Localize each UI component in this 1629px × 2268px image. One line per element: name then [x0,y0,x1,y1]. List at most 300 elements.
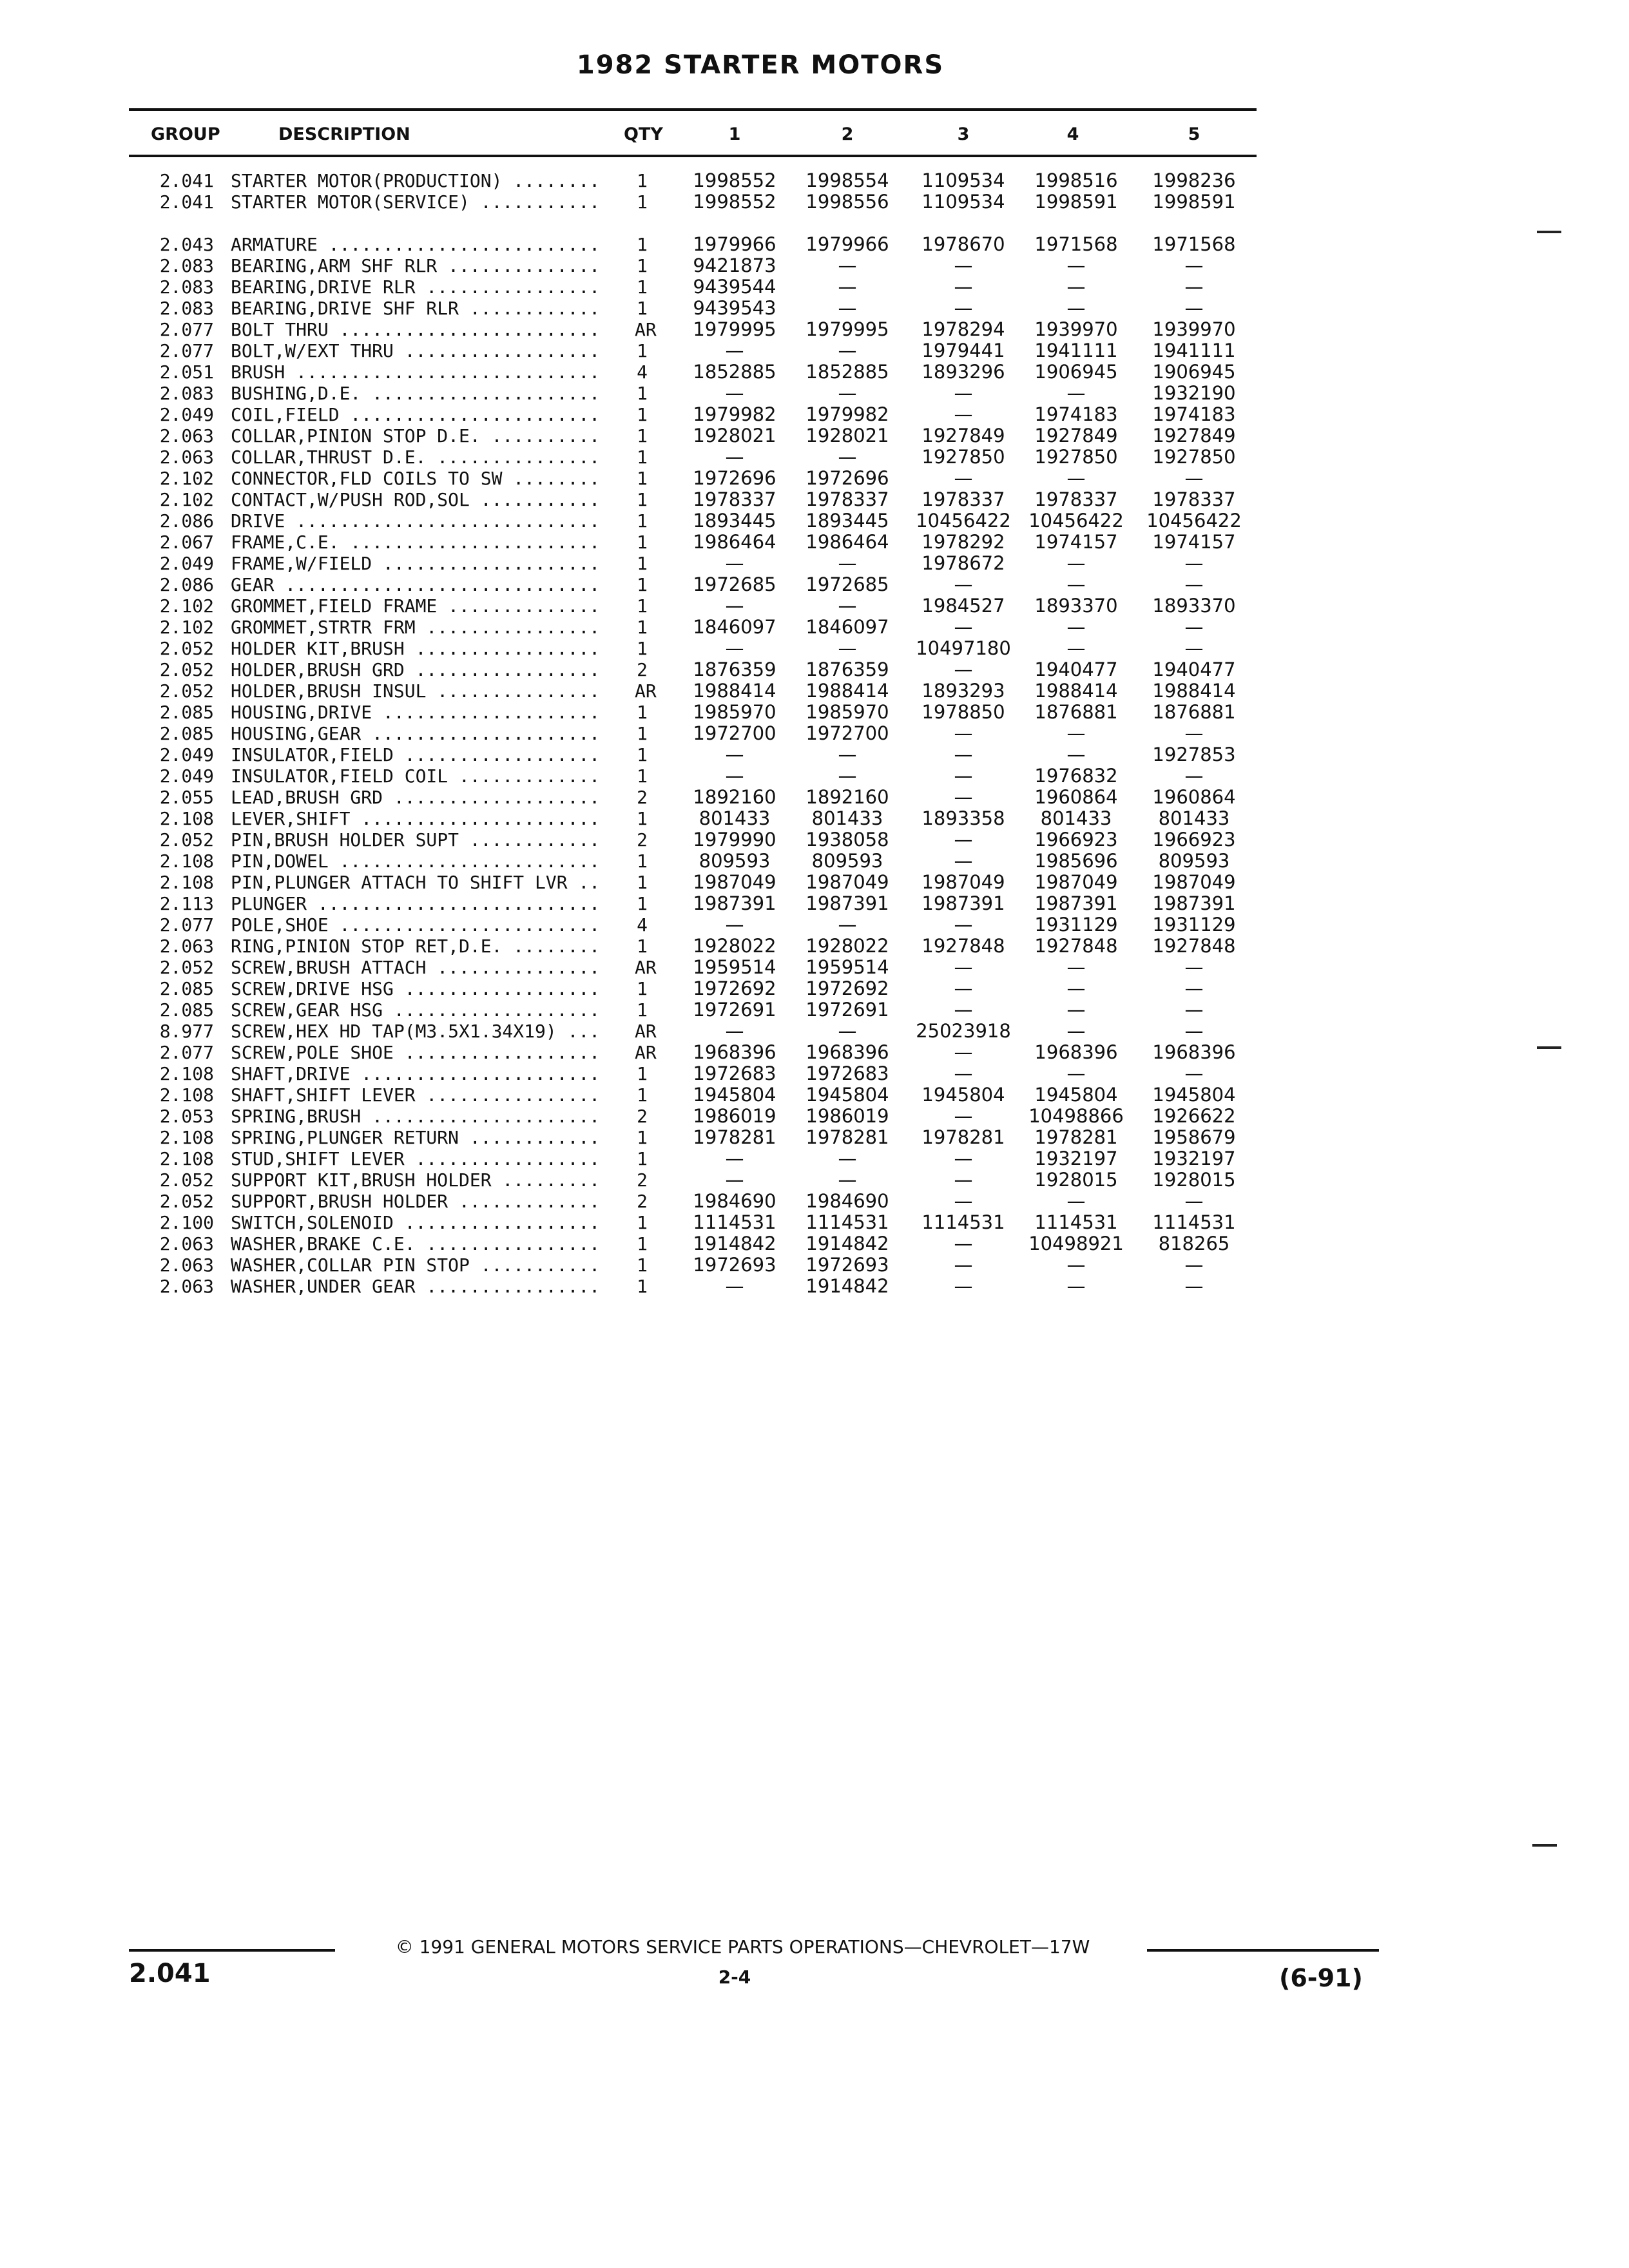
part-number-col-3: — [954,658,973,680]
part-number-col-2: 1928021 [805,425,889,447]
part-description: SCREW,BRUSH ATTACH ............... [231,957,601,978]
part-number-col-4: 1971568 [1034,233,1118,255]
table-row [0,744,1629,765]
part-description: PIN,DOWEL ........................ [231,850,601,872]
part-description: INSULATOR,FIELD .................. [231,744,601,765]
part-number-col-4: 1928015 [1034,1169,1118,1191]
part-number-col-3: — [954,1254,973,1276]
part-number-col-3: — [954,765,973,787]
table-row [0,234,1629,255]
part-number-col-5: — [1184,765,1204,787]
part-number-col-2: — [838,637,857,659]
part-description: SUPPORT,BRUSH HOLDER ............. [231,1191,601,1212]
group-code: 2.102 [159,617,214,638]
part-number-col-5: — [1184,999,1204,1021]
part-description: SUPPORT KIT,BRUSH HOLDER ......... [231,1169,601,1191]
part-number-col-3: — [954,255,973,276]
part-qty: 1 [637,978,648,999]
part-description: RING,PINION STOP RET,D.E. ........ [231,936,601,957]
part-number-col-5: 1927849 [1152,425,1236,447]
part-number-col-5: — [1184,276,1204,298]
part-number-col-3: 1927848 [921,935,1005,957]
part-number-col-5: 1966923 [1152,829,1236,850]
group-code: 2.108 [159,1148,214,1169]
part-number-col-2: 1988414 [805,680,889,702]
part-number-col-2: 1986019 [805,1105,889,1127]
part-number-col-2: 809593 [811,850,883,872]
part-number-col-2: 1984690 [805,1190,889,1212]
group-code: 2.052 [159,829,214,850]
part-number-col-2: 1972700 [805,722,889,744]
part-number-col-2: — [838,255,857,276]
part-qty: AR [635,680,657,702]
table-row [0,638,1629,659]
part-description: HOUSING,GEAR ..................... [231,723,601,744]
part-qty: 1 [637,1212,648,1233]
table-row [0,468,1629,489]
part-number-col-4: 1893370 [1034,595,1118,617]
part-number-col-1: — [725,744,744,765]
table-row [0,574,1629,595]
part-number-col-5: 1945804 [1152,1084,1236,1106]
part-number-col-1: 1852885 [693,361,776,383]
table-row [0,191,1629,213]
part-number-col-2: 1959514 [805,956,889,978]
part-number-col-2: 1852885 [805,361,889,383]
part-number-col-5: 1932190 [1152,382,1236,404]
part-number-col-4: 1941111 [1034,340,1118,361]
part-description: LEVER,SHIFT ...................... [231,808,601,829]
part-number-col-4: 1998516 [1034,169,1118,191]
table-row [0,829,1629,850]
page-title: 1982 STARTER MOTORS [576,50,945,80]
part-number-col-4: — [1066,382,1086,404]
table-row [0,1127,1629,1148]
part-description: CONTACT,W/PUSH ROD,SOL ........... [231,489,601,510]
table-row [0,1191,1629,1212]
header-qty: QTY [624,124,663,144]
part-number-col-2: 1987049 [805,871,889,893]
header-col-1: 1 [728,124,741,144]
group-code: 2.063 [159,1276,214,1297]
group-code: 2.083 [159,276,214,298]
part-number-col-1: 1972700 [693,722,776,744]
table-row [0,510,1629,532]
part-qty: 4 [637,914,648,936]
part-number-col-1: 1968396 [693,1041,776,1063]
part-number-col-2: — [838,595,857,617]
part-qty: 1 [637,872,648,893]
part-number-col-1: — [725,1169,744,1191]
group-code: 2.086 [159,510,214,532]
part-number-col-4: 1974183 [1034,403,1118,425]
part-number-col-5: 1941111 [1152,340,1236,361]
part-qty: 1 [637,170,648,191]
part-number-col-2: 1972685 [805,573,889,595]
footer-revision: (6-91) [1279,1964,1363,1992]
part-number-col-3: — [954,1062,973,1084]
part-number-col-1: 9439544 [693,276,776,298]
part-description: COIL,FIELD ....................... [231,404,601,425]
part-number-col-1: 1959514 [693,956,776,978]
part-number-col-4: — [1066,1254,1086,1276]
part-number-col-3: — [954,786,973,808]
group-code: 2.043 [159,234,214,255]
part-number-col-4: 1876881 [1034,701,1118,723]
part-description: HOLDER KIT,BRUSH ................. [231,638,601,659]
part-description: BEARING,ARM SHF RLR .............. [231,255,601,276]
part-number-col-4: 1985696 [1034,850,1118,872]
part-number-col-1: 1979982 [693,403,776,425]
part-number-col-1: 1987391 [693,892,776,914]
group-code: 2.063 [159,1254,214,1276]
part-description: BUSHING,D.E. ..................... [231,383,601,404]
group-code: 2.108 [159,1063,214,1084]
group-code: 2.108 [159,1084,214,1106]
part-number-col-2: — [838,914,857,936]
table-row [0,170,1629,191]
table-row [0,361,1629,383]
part-number-col-2: — [838,297,857,319]
part-number-col-1: 1914842 [693,1233,776,1254]
part-number-col-4: 1976832 [1034,765,1118,787]
table-row [0,298,1629,319]
part-number-col-4: 1940477 [1034,658,1118,680]
part-number-col-5: 1939970 [1152,318,1236,340]
part-number-col-4: — [1066,552,1086,574]
group-code: 2.041 [159,191,214,213]
part-number-col-5: 1974157 [1152,531,1236,553]
part-qty: 1 [637,553,648,574]
part-number-col-3: 1978281 [921,1126,1005,1148]
part-number-col-5: 10456422 [1146,510,1242,532]
group-code: 2.049 [159,553,214,574]
table-row [0,1169,1629,1191]
part-number-col-2: 1972696 [805,467,889,489]
part-number-col-3: — [954,977,973,999]
table-row [0,765,1629,787]
part-qty: 1 [637,425,648,447]
group-code: 2.085 [159,999,214,1021]
part-number-col-4: 10456422 [1028,510,1124,532]
part-qty: 1 [637,808,648,829]
part-number-col-2: — [838,1020,857,1042]
part-number-col-4: 1927848 [1034,935,1118,957]
part-number-col-3: — [954,1233,973,1254]
part-number-col-1: 1114531 [693,1211,776,1233]
part-qty: 1 [637,595,648,617]
part-qty: 1 [637,447,648,468]
part-number-col-5: 1960864 [1152,786,1236,808]
part-qty: 1 [637,1276,648,1297]
part-number-col-4: 10498866 [1028,1105,1124,1127]
group-code: 2.100 [159,1212,214,1233]
part-number-col-5: — [1184,255,1204,276]
part-number-col-2: 801433 [811,807,883,829]
part-number-col-2: 1876359 [805,658,889,680]
part-qty: 2 [637,1106,648,1127]
part-number-col-3: 1978850 [921,701,1005,723]
part-number-col-1: 1876359 [693,658,776,680]
group-code: 2.086 [159,574,214,595]
table-row [0,1148,1629,1169]
part-number-col-1: — [725,1148,744,1169]
part-number-col-1: — [725,1020,744,1042]
table-row [0,914,1629,936]
part-number-col-3: 1987391 [921,892,1005,914]
table-row [0,276,1629,298]
part-number-col-4: 1966923 [1034,829,1118,850]
part-number-col-3: 1114531 [921,1211,1005,1233]
part-number-col-3: — [954,297,973,319]
group-code: 2.085 [159,723,214,744]
part-number-col-1: 801433 [699,807,771,829]
part-number-col-5: 1987391 [1152,892,1236,914]
part-qty: 1 [637,489,648,510]
part-number-col-1: 1978337 [693,488,776,510]
part-description: SWITCH,SOLENOID .................. [231,1212,601,1233]
table-row [0,872,1629,893]
table-row [0,1212,1629,1233]
group-code: 2.052 [159,1191,214,1212]
table-row [0,1233,1629,1254]
part-number-col-1: 1986464 [693,531,776,553]
footer-rule-right [1147,1949,1379,1952]
group-code: 2.052 [159,680,214,702]
part-number-col-4: 1978337 [1034,488,1118,510]
part-qty: 1 [637,276,648,298]
header-col-2: 2 [841,124,854,144]
part-description: STARTER MOTOR(PRODUCTION) ........ [231,170,601,191]
part-qty: 1 [637,340,648,361]
header-group: GROUP [151,124,220,144]
part-qty: 1 [637,532,648,553]
part-number-col-1: 1979990 [693,829,776,850]
group-code: 2.102 [159,595,214,617]
part-number-col-1: 1998552 [693,191,776,213]
part-number-col-5: 1876881 [1152,701,1236,723]
part-number-col-2: 1114531 [805,1211,889,1233]
part-number-col-4: 1931129 [1034,914,1118,936]
header-col-3: 3 [957,124,970,144]
part-number-col-4: 1998591 [1034,191,1118,213]
part-number-col-4: — [1066,637,1086,659]
part-description: STARTER MOTOR(SERVICE) ........... [231,191,601,213]
part-number-col-1: 1945804 [693,1084,776,1106]
part-number-col-2: 1938058 [805,829,889,850]
part-number-col-4: — [1066,297,1086,319]
part-description: POLE,SHOE ........................ [231,914,601,936]
part-number-col-1: 1972693 [693,1254,776,1276]
part-number-col-5: — [1184,977,1204,999]
part-number-col-4: — [1066,1275,1086,1297]
part-number-col-3: — [954,276,973,298]
part-number-col-1: 1892160 [693,786,776,808]
footer-rule-left [129,1949,335,1952]
part-number-col-5: 1940477 [1152,658,1236,680]
part-description: BEARING,DRIVE SHF RLR ............ [231,298,601,319]
part-number-col-2: 1972692 [805,977,889,999]
part-description: ARMATURE ......................... [231,234,601,255]
part-number-col-2: 1972693 [805,1254,889,1276]
part-number-col-4: 10498921 [1028,1233,1124,1254]
part-qty: 1 [637,468,648,489]
part-number-col-2: 1846097 [805,616,889,638]
part-number-col-3: — [954,914,973,936]
part-number-col-2: — [838,382,857,404]
part-description: COLLAR,PINION STOP D.E. .......... [231,425,601,447]
part-number-col-5: 1893370 [1152,595,1236,617]
part-qty: 1 [637,936,648,957]
part-number-col-1: 1984690 [693,1190,776,1212]
part-number-col-4: 1987049 [1034,871,1118,893]
part-description: FRAME,C.E. ....................... [231,532,601,553]
part-number-col-5: — [1184,1254,1204,1276]
part-qty: 1 [637,723,648,744]
part-number-col-2: — [838,340,857,361]
part-qty: 1 [637,617,648,638]
part-number-col-3: 1978294 [921,318,1005,340]
part-number-col-1: — [725,637,744,659]
part-number-col-4: — [1066,722,1086,744]
part-description: FRAME,W/FIELD .................... [231,553,601,574]
header-col-4: 4 [1066,124,1079,144]
part-number-col-4: 1927849 [1034,425,1118,447]
part-number-col-5: — [1184,1020,1204,1042]
part-qty: 1 [637,702,648,723]
part-number-col-5: 1974183 [1152,403,1236,425]
part-number-col-2: 1914842 [805,1233,889,1254]
part-qty: 1 [637,191,648,213]
group-code: 8.977 [159,1021,214,1042]
group-code: 2.108 [159,808,214,829]
group-code: 2.049 [159,744,214,765]
part-description: SHAFT,DRIVE ...................... [231,1063,601,1084]
part-qty: 2 [637,1191,648,1212]
part-number-col-5: 1932197 [1152,1148,1236,1169]
part-number-col-3: — [954,999,973,1021]
part-number-col-3: — [954,616,973,638]
part-number-col-3: 1987049 [921,871,1005,893]
part-number-col-4: — [1066,467,1086,489]
table-row [0,595,1629,617]
part-number-col-5: 801433 [1158,807,1230,829]
part-number-col-5: 1906945 [1152,361,1236,383]
group-code: 2.108 [159,850,214,872]
part-number-col-3: 1978337 [921,488,1005,510]
part-number-col-1: 1978281 [693,1126,776,1148]
top-rule [129,108,1257,111]
part-qty: 1 [637,744,648,765]
part-number-col-1: — [725,382,744,404]
part-number-col-4: 1974157 [1034,531,1118,553]
group-code: 2.108 [159,872,214,893]
part-number-col-3: 1979441 [921,340,1005,361]
part-qty: 1 [637,298,648,319]
part-number-col-5: 818265 [1158,1233,1230,1254]
part-number-col-5: 1978337 [1152,488,1236,510]
part-number-col-4: — [1066,616,1086,638]
part-number-col-3: 1927850 [921,446,1005,468]
table-row [0,1021,1629,1042]
margin-mark [1537,231,1561,233]
part-number-col-2: — [838,552,857,574]
part-number-col-4: 801433 [1040,807,1112,829]
part-number-col-1: 1987049 [693,871,776,893]
part-number-col-3: 1109534 [921,169,1005,191]
part-description: STUD,SHIFT LEVER ................. [231,1148,601,1169]
group-code: 2.077 [159,340,214,361]
part-number-col-2: 1892160 [805,786,889,808]
part-description: PIN,BRUSH HOLDER SUPT ............ [231,829,601,850]
table-row [0,1276,1629,1297]
part-qty: 1 [637,234,648,255]
group-code: 2.083 [159,255,214,276]
part-qty: 1 [637,383,648,404]
part-number-col-1: 9439543 [693,297,776,319]
part-number-col-1: 1846097 [693,616,776,638]
part-number-col-3: — [954,382,973,404]
group-code: 2.041 [159,170,214,191]
part-description: DRIVE ............................ [231,510,601,532]
part-number-col-2: 1979966 [805,233,889,255]
part-number-col-5: 1987049 [1152,871,1236,893]
group-code: 2.113 [159,893,214,914]
part-number-col-5: 1931129 [1152,914,1236,936]
part-number-col-3: 10497180 [916,637,1011,659]
part-number-col-5: 1926622 [1152,1105,1236,1127]
table-row [0,383,1629,404]
part-number-col-3: 25023918 [916,1020,1011,1042]
part-number-col-3: — [954,1148,973,1169]
part-number-col-5: — [1184,956,1204,978]
part-description: WASHER,BRAKE C.E. ................ [231,1233,601,1254]
table-row [0,1084,1629,1106]
part-qty: 2 [637,659,648,680]
table-row [0,319,1629,340]
part-number-col-4: — [1066,1020,1086,1042]
part-number-col-5: — [1184,1062,1204,1084]
part-qty: 1 [637,1127,648,1148]
part-description: CONNECTOR,FLD COILS TO SW ........ [231,468,601,489]
part-description: HOLDER,BRUSH GRD ................. [231,659,601,680]
part-number-col-2: — [838,765,857,787]
part-number-col-3: — [954,829,973,850]
group-code: 2.102 [159,468,214,489]
part-qty: 1 [637,1254,648,1276]
header-col-5: 5 [1188,124,1200,144]
part-number-col-4: 1978281 [1034,1126,1118,1148]
part-number-col-3: 1927849 [921,425,1005,447]
part-qty: 1 [637,1084,648,1106]
part-description: GROMMET,FIELD FRAME .............. [231,595,601,617]
part-description: WASHER,UNDER GEAR ................ [231,1276,601,1297]
part-qty: 2 [637,787,648,808]
part-number-col-4: — [1066,1062,1086,1084]
part-description: BOLT,W/EXT THRU .................. [231,340,601,361]
part-number-col-4: — [1066,977,1086,999]
part-qty: AR [635,1021,657,1042]
group-code: 2.049 [159,404,214,425]
table-row [0,787,1629,808]
part-qty: 1 [637,893,648,914]
group-code: 2.052 [159,1169,214,1191]
part-number-col-2: 1968396 [805,1041,889,1063]
part-number-col-5: — [1184,573,1204,595]
part-number-col-2: 1972683 [805,1062,889,1084]
part-qty: 1 [637,1063,648,1084]
table-row [0,532,1629,553]
